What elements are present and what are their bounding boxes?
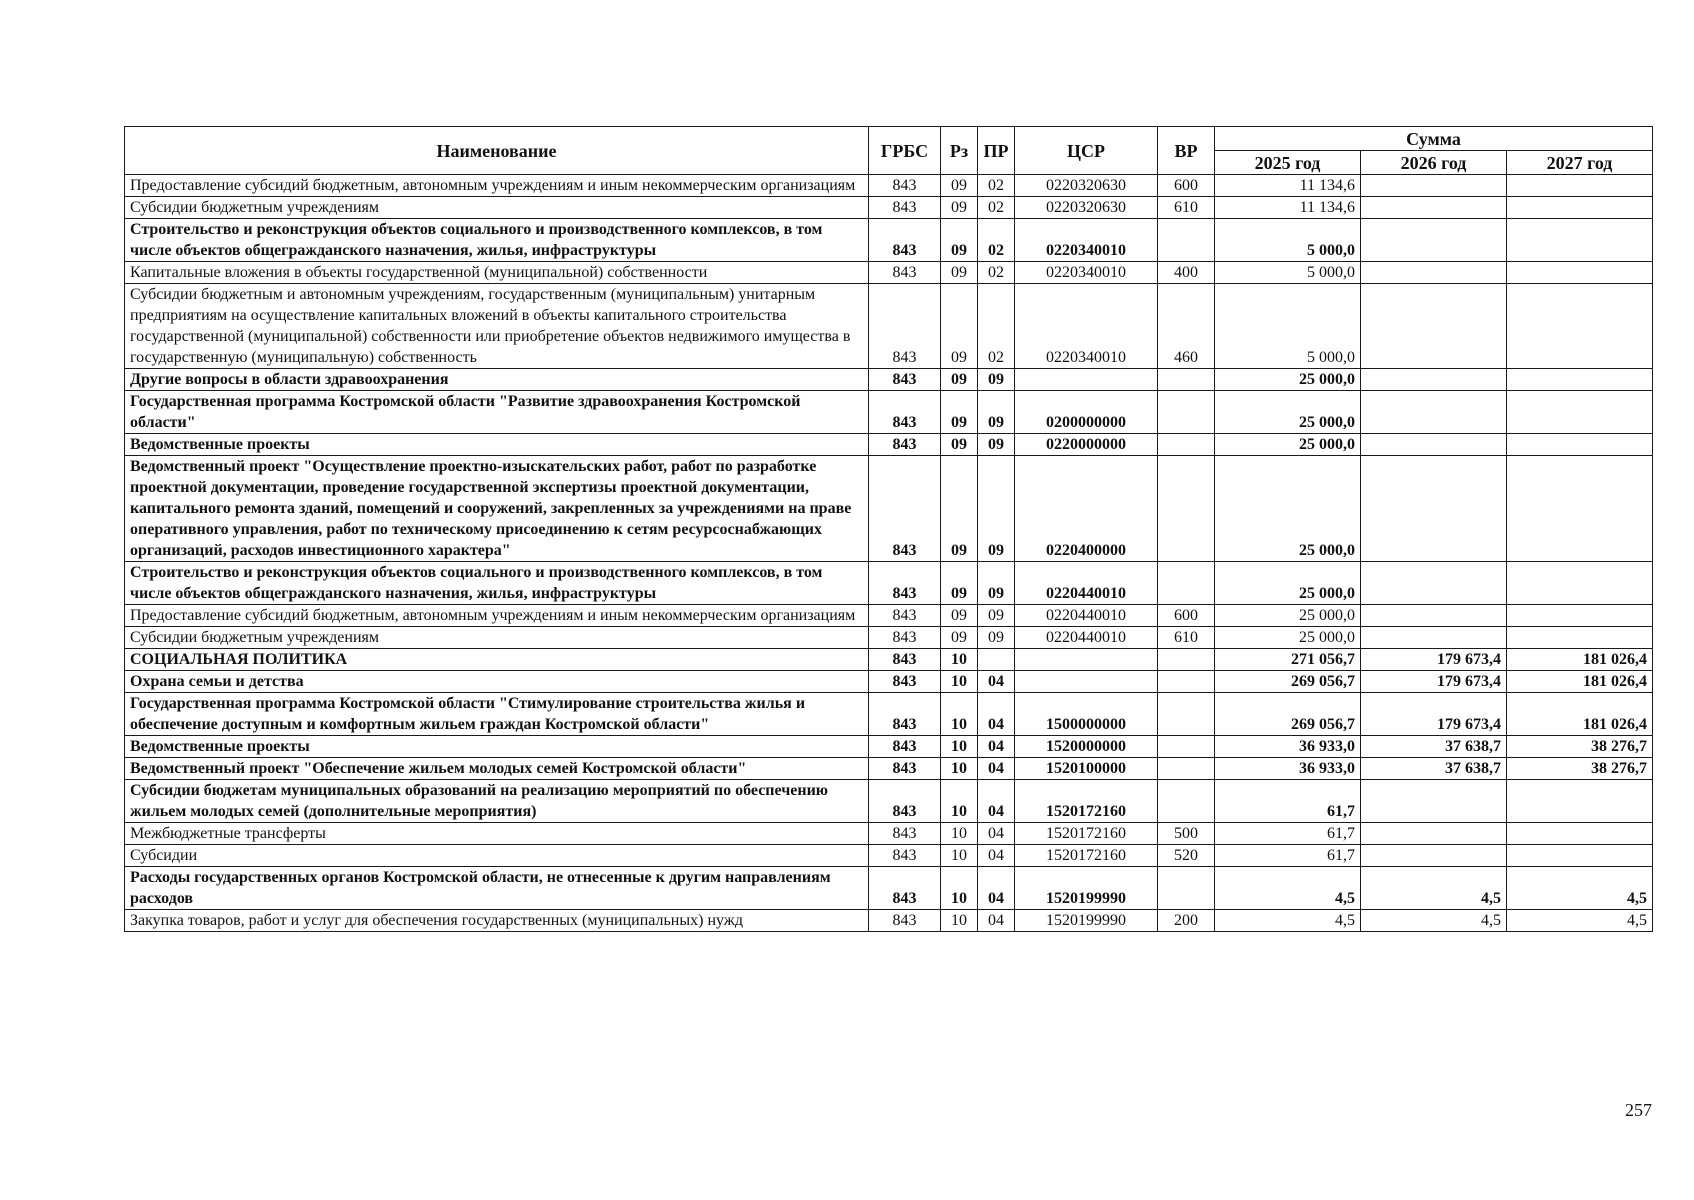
cell-csr: 1500000000	[1015, 693, 1158, 736]
table-row	[125, 627, 1653, 649]
cell-2027	[1507, 456, 1653, 562]
col-name-header: Наименование	[125, 127, 869, 175]
cell-grbs: 843	[869, 434, 941, 456]
cell-rz: 10	[941, 758, 978, 780]
cell-vr	[1158, 649, 1215, 671]
table-row	[125, 910, 1653, 932]
cell-pr: 09	[978, 456, 1015, 562]
cell-pr: 09	[978, 434, 1015, 456]
cell-2026: 37 638,7	[1361, 736, 1507, 758]
table-row	[125, 736, 1653, 758]
cell-name: Закупка товаров, работ и услуг для обеспечения государственных (муниципальных) нужд	[125, 910, 869, 932]
cell-csr: 1520000000	[1015, 736, 1158, 758]
cell-rz: 09	[941, 262, 978, 284]
cell-csr: 0220320630	[1015, 197, 1158, 219]
cell-grbs: 843	[869, 780, 941, 823]
table-row	[125, 605, 1653, 627]
table-row	[125, 219, 1653, 262]
cell-csr: 0200000000	[1015, 391, 1158, 434]
cell-csr: 0220340010	[1015, 284, 1158, 369]
cell-grbs: 843	[869, 284, 941, 369]
cell-2025: 269 056,7	[1215, 671, 1361, 693]
cell-rz: 10	[941, 910, 978, 932]
cell-2026: 179 673,4	[1361, 649, 1507, 671]
cell-csr: 1520172160	[1015, 845, 1158, 867]
cell-2025: 25 000,0	[1215, 456, 1361, 562]
cell-vr	[1158, 562, 1215, 605]
cell-vr: 200	[1158, 910, 1215, 932]
table-row	[125, 284, 1653, 369]
cell-vr	[1158, 736, 1215, 758]
cell-2025: 11 134,6	[1215, 197, 1361, 219]
cell-pr	[978, 649, 1015, 671]
cell-csr: 0220400000	[1015, 456, 1158, 562]
cell-rz: 09	[941, 434, 978, 456]
cell-rz: 09	[941, 175, 978, 197]
cell-csr	[1015, 369, 1158, 391]
cell-vr: 610	[1158, 627, 1215, 649]
cell-grbs: 843	[869, 671, 941, 693]
cell-pr: 02	[978, 175, 1015, 197]
cell-2027: 181 026,4	[1507, 693, 1653, 736]
cell-grbs: 843	[869, 175, 941, 197]
cell-2026	[1361, 845, 1507, 867]
cell-2026: 179 673,4	[1361, 671, 1507, 693]
cell-2027	[1507, 605, 1653, 627]
cell-name: Расходы государственных органов Костромской области, не отнесенные к другим направлениям расходов	[125, 867, 869, 910]
cell-2026: 4,5	[1361, 910, 1507, 932]
cell-name: Капитальные вложения в объекты государственной (муниципальной) собственности	[125, 262, 869, 284]
cell-pr: 04	[978, 845, 1015, 867]
cell-vr: 500	[1158, 823, 1215, 845]
cell-2025: 25 000,0	[1215, 605, 1361, 627]
cell-csr: 0220000000	[1015, 434, 1158, 456]
cell-name: Предоставление субсидий бюджетным, автономным учреждениям и иным некоммерческим организациям	[125, 605, 869, 627]
cell-rz: 09	[941, 562, 978, 605]
cell-2026: 37 638,7	[1361, 758, 1507, 780]
cell-vr	[1158, 391, 1215, 434]
cell-pr: 04	[978, 671, 1015, 693]
cell-grbs: 843	[869, 649, 941, 671]
table-row	[125, 867, 1653, 910]
cell-name: Субсидии	[125, 845, 869, 867]
cell-name: Ведомственный проект "Осуществление проектно-изыскательских работ, работ по разработке проектной документации, проведение государственной экспертизы проектной документации, капитального ремонта зданий, помещений и сооружений, закрепленных за учреждениями на праве оперативного управления, работ по техническому присоединению к сетям ресурсоснабжающих организаций, расходов инвестиционного характера"	[125, 456, 869, 562]
cell-name: Строительство и реконструкция объектов социального и производственного комплексов, в том числе объектов общегражданского назначения, жилья, инфраструктуры	[125, 562, 869, 605]
cell-pr: 09	[978, 562, 1015, 605]
cell-pr: 02	[978, 219, 1015, 262]
budget-table	[124, 126, 1653, 932]
cell-2025: 5 000,0	[1215, 219, 1361, 262]
table-row	[125, 434, 1653, 456]
page-number: 257	[1625, 1100, 1652, 1120]
cell-rz: 09	[941, 605, 978, 627]
table-row	[125, 262, 1653, 284]
cell-grbs: 843	[869, 845, 941, 867]
cell-grbs: 843	[869, 456, 941, 562]
cell-2027	[1507, 562, 1653, 605]
cell-2026	[1361, 456, 1507, 562]
cell-grbs: 843	[869, 627, 941, 649]
cell-rz: 09	[941, 284, 978, 369]
cell-name: Субсидии бюджетным учреждениям	[125, 197, 869, 219]
cell-2025: 36 933,0	[1215, 758, 1361, 780]
table-row	[125, 456, 1653, 562]
cell-vr: 600	[1158, 605, 1215, 627]
cell-pr: 04	[978, 693, 1015, 736]
cell-rz: 10	[941, 671, 978, 693]
cell-grbs: 843	[869, 562, 941, 605]
cell-rz: 10	[941, 693, 978, 736]
cell-rz: 09	[941, 369, 978, 391]
cell-rz: 10	[941, 649, 978, 671]
cell-rz: 10	[941, 736, 978, 758]
table-row	[125, 175, 1653, 197]
cell-2027	[1507, 391, 1653, 434]
cell-2026	[1361, 369, 1507, 391]
cell-csr: 0220320630	[1015, 175, 1158, 197]
cell-2025: 61,7	[1215, 823, 1361, 845]
cell-pr: 09	[978, 627, 1015, 649]
cell-2027	[1507, 369, 1653, 391]
cell-rz: 09	[941, 219, 978, 262]
cell-name: Ведомственный проект "Обеспечение жильем молодых семей Костромской области"	[125, 758, 869, 780]
table-row	[125, 845, 1653, 867]
cell-name: Строительство и реконструкция объектов социального и производственного комплексов, в том числе объектов общегражданского назначения, жилья, инфраструктуры	[125, 219, 869, 262]
cell-2027	[1507, 434, 1653, 456]
cell-pr: 02	[978, 262, 1015, 284]
col-pr-header: ПР	[978, 127, 1015, 175]
cell-2026	[1361, 262, 1507, 284]
cell-grbs: 843	[869, 736, 941, 758]
cell-csr: 1520199990	[1015, 910, 1158, 932]
cell-grbs: 843	[869, 758, 941, 780]
table-row	[125, 693, 1653, 736]
cell-rz: 10	[941, 780, 978, 823]
cell-vr: 610	[1158, 197, 1215, 219]
cell-2026	[1361, 627, 1507, 649]
col-2026-header: 2026 год	[1361, 151, 1507, 175]
cell-pr: 04	[978, 780, 1015, 823]
cell-name: Охрана семьи и детства	[125, 671, 869, 693]
cell-grbs: 843	[869, 391, 941, 434]
cell-2027	[1507, 262, 1653, 284]
cell-csr	[1015, 671, 1158, 693]
col-vr-header: ВР	[1158, 127, 1215, 175]
cell-name: Государственная программа Костромской области "Развитие здравоохранения Костромской области"	[125, 391, 869, 434]
table-body	[125, 175, 1653, 932]
cell-vr: 400	[1158, 262, 1215, 284]
cell-2025: 25 000,0	[1215, 369, 1361, 391]
cell-vr	[1158, 780, 1215, 823]
cell-2027: 181 026,4	[1507, 671, 1653, 693]
cell-2026: 179 673,4	[1361, 693, 1507, 736]
cell-grbs: 843	[869, 197, 941, 219]
cell-name: Ведомственные проекты	[125, 434, 869, 456]
cell-2025: 271 056,7	[1215, 649, 1361, 671]
cell-rz: 10	[941, 867, 978, 910]
cell-vr	[1158, 369, 1215, 391]
cell-2027: 4,5	[1507, 867, 1653, 910]
cell-csr: 0220440010	[1015, 627, 1158, 649]
cell-name: Предоставление субсидий бюджетным, автономным учреждениям и иным некоммерческим организациям	[125, 175, 869, 197]
cell-pr: 09	[978, 391, 1015, 434]
cell-2026	[1361, 434, 1507, 456]
cell-grbs: 843	[869, 693, 941, 736]
cell-csr: 0220340010	[1015, 262, 1158, 284]
cell-2027	[1507, 219, 1653, 262]
cell-name: Субсидии бюджетным и автономным учреждениям, государственным (муниципальным) унитарным предприятиям на осуществление капитальных вложений в объекты капитального строительства государственной (муниципальной) собственности или приобретение объектов недвижимого имущества в государственную (муниципальную) собственность	[125, 284, 869, 369]
cell-name: Субсидии бюджетам муниципальных образований на реализацию мероприятий по обеспечению жильем молодых семей (дополнительные мероприятия)	[125, 780, 869, 823]
cell-csr: 1520199990	[1015, 867, 1158, 910]
col-2027-header: 2027 год	[1507, 151, 1653, 175]
col-sum-header: Сумма	[1215, 127, 1653, 151]
cell-vr: 520	[1158, 845, 1215, 867]
cell-2027	[1507, 780, 1653, 823]
cell-2025: 36 933,0	[1215, 736, 1361, 758]
col-grbs-header: ГРБС	[869, 127, 941, 175]
cell-csr: 1520172160	[1015, 823, 1158, 845]
cell-2025: 269 056,7	[1215, 693, 1361, 736]
cell-2026	[1361, 284, 1507, 369]
budget-page	[124, 126, 1652, 932]
cell-2026	[1361, 391, 1507, 434]
cell-2025: 25 000,0	[1215, 391, 1361, 434]
cell-2025: 11 134,6	[1215, 175, 1361, 197]
cell-vr: 600	[1158, 175, 1215, 197]
cell-2026	[1361, 197, 1507, 219]
table-row	[125, 823, 1653, 845]
cell-2025: 5 000,0	[1215, 262, 1361, 284]
cell-2027	[1507, 284, 1653, 369]
table-row	[125, 780, 1653, 823]
cell-name: СОЦИАЛЬНАЯ ПОЛИТИКА	[125, 649, 869, 671]
cell-2025: 25 000,0	[1215, 562, 1361, 605]
table-row	[125, 758, 1653, 780]
cell-2026	[1361, 175, 1507, 197]
cell-2027: 38 276,7	[1507, 758, 1653, 780]
cell-pr: 04	[978, 736, 1015, 758]
cell-name: Ведомственные проекты	[125, 736, 869, 758]
table-row	[125, 671, 1653, 693]
cell-2026	[1361, 605, 1507, 627]
cell-grbs: 843	[869, 823, 941, 845]
cell-2025: 5 000,0	[1215, 284, 1361, 369]
cell-grbs: 843	[869, 867, 941, 910]
cell-vr	[1158, 758, 1215, 780]
cell-2027: 38 276,7	[1507, 736, 1653, 758]
cell-pr: 02	[978, 197, 1015, 219]
cell-vr	[1158, 867, 1215, 910]
cell-2026: 4,5	[1361, 867, 1507, 910]
cell-vr	[1158, 219, 1215, 262]
cell-pr: 04	[978, 910, 1015, 932]
table-row	[125, 391, 1653, 434]
cell-2027: 4,5	[1507, 910, 1653, 932]
cell-2025: 61,7	[1215, 845, 1361, 867]
cell-2027	[1507, 823, 1653, 845]
cell-2027	[1507, 845, 1653, 867]
cell-rz: 09	[941, 391, 978, 434]
cell-name: Другие вопросы в области здравоохранения	[125, 369, 869, 391]
col-rz-header: Рз	[941, 127, 978, 175]
cell-rz: 09	[941, 197, 978, 219]
cell-pr: 02	[978, 284, 1015, 369]
col-csr-header: ЦСР	[1015, 127, 1158, 175]
cell-grbs: 843	[869, 369, 941, 391]
cell-pr: 04	[978, 758, 1015, 780]
col-2025-header: 2025 год	[1215, 151, 1361, 175]
table-row	[125, 369, 1653, 391]
cell-vr: 460	[1158, 284, 1215, 369]
cell-2025: 61,7	[1215, 780, 1361, 823]
table-header	[125, 127, 1653, 175]
cell-grbs: 843	[869, 910, 941, 932]
cell-grbs: 843	[869, 219, 941, 262]
cell-2026	[1361, 823, 1507, 845]
cell-pr: 09	[978, 605, 1015, 627]
cell-pr: 04	[978, 867, 1015, 910]
cell-2025: 25 000,0	[1215, 627, 1361, 649]
cell-pr: 04	[978, 823, 1015, 845]
cell-name: Государственная программа Костромской области "Стимулирование строительства жилья и обеспечение доступным и комфортным жильем граждан Костромской области"	[125, 693, 869, 736]
cell-csr: 0220440010	[1015, 562, 1158, 605]
cell-2027	[1507, 175, 1653, 197]
cell-vr	[1158, 693, 1215, 736]
cell-2025: 25 000,0	[1215, 434, 1361, 456]
cell-csr	[1015, 649, 1158, 671]
cell-2027: 181 026,4	[1507, 649, 1653, 671]
cell-grbs: 843	[869, 605, 941, 627]
cell-rz: 10	[941, 823, 978, 845]
cell-csr: 0220440010	[1015, 605, 1158, 627]
cell-2026	[1361, 219, 1507, 262]
table-row	[125, 649, 1653, 671]
cell-name: Межбюджетные трансферты	[125, 823, 869, 845]
cell-2025: 4,5	[1215, 910, 1361, 932]
cell-2026	[1361, 562, 1507, 605]
cell-rz: 10	[941, 845, 978, 867]
cell-rz: 09	[941, 627, 978, 649]
cell-csr: 0220340010	[1015, 219, 1158, 262]
table-row	[125, 562, 1653, 605]
cell-2026	[1361, 780, 1507, 823]
cell-2027	[1507, 197, 1653, 219]
cell-2025: 4,5	[1215, 867, 1361, 910]
cell-rz: 09	[941, 456, 978, 562]
cell-csr: 1520172160	[1015, 780, 1158, 823]
cell-vr	[1158, 434, 1215, 456]
cell-2027	[1507, 627, 1653, 649]
cell-vr	[1158, 671, 1215, 693]
table-row	[125, 197, 1653, 219]
cell-vr	[1158, 456, 1215, 562]
cell-grbs: 843	[869, 262, 941, 284]
cell-name: Субсидии бюджетным учреждениям	[125, 627, 869, 649]
cell-pr: 09	[978, 369, 1015, 391]
cell-csr: 1520100000	[1015, 758, 1158, 780]
